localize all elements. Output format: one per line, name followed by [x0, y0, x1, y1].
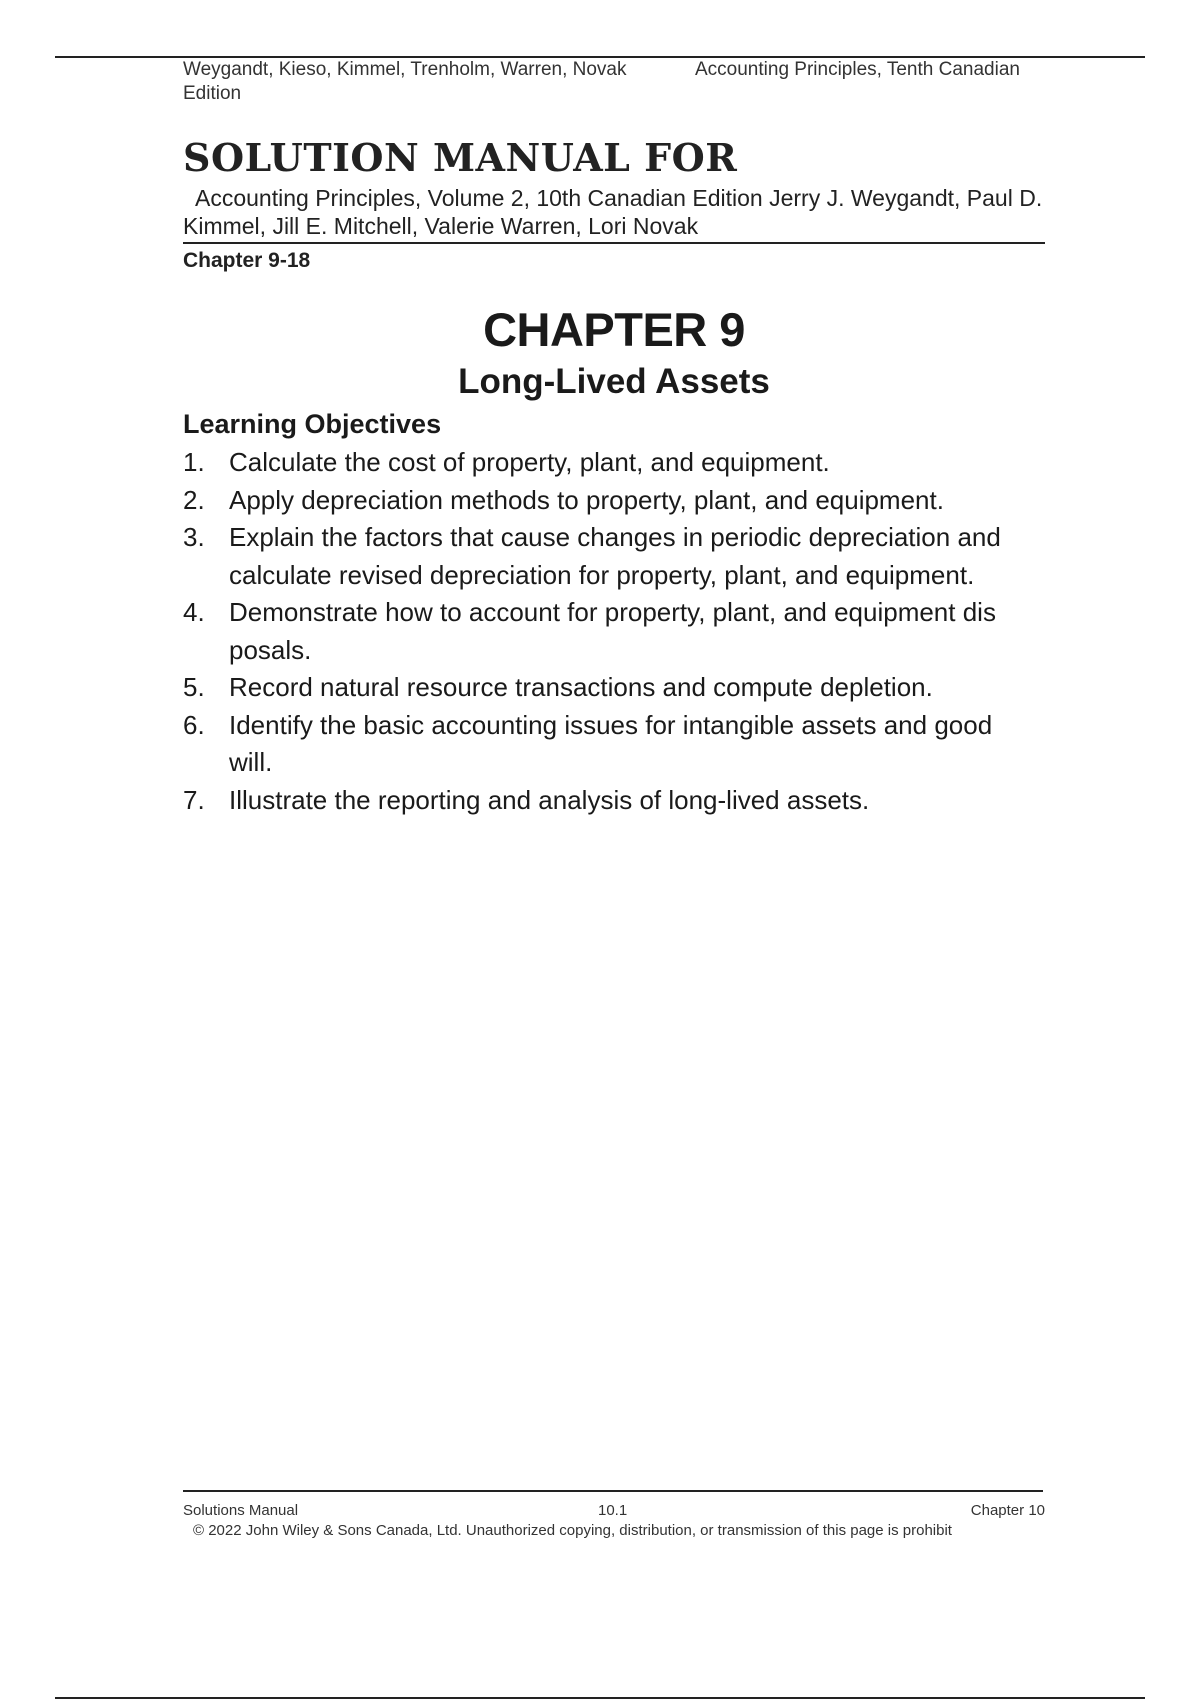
footer-rule — [183, 1490, 1043, 1492]
list-item-text: Identify the basic accounting issues for intangible assets and goodwill. — [229, 709, 993, 777]
manual-title: SOLUTION MANUAL FOR — [183, 135, 738, 180]
page-number: 10.1 — [598, 1502, 628, 1519]
list-item-number: 3. — [183, 522, 205, 552]
running-head — [183, 58, 1053, 106]
list-item-text: Explain the factors that cause changes in periodic depreciation and calculate revised depreciation for property, plant, and equipment. — [229, 522, 1001, 590]
list-item — [183, 707, 1003, 782]
learning-objectives — [183, 406, 1003, 819]
footer-left-label: Solutions Manual — [183, 1502, 299, 1519]
list-item — [183, 594, 1003, 669]
list-item-text: Record natural resource transactions and compute depletion. — [229, 672, 933, 702]
running-head-edition: Edition — [183, 83, 242, 104]
list-item-text: Illustrate the reporting and analysis of long-lived assets. — [229, 784, 870, 815]
learning-objectives-list — [183, 444, 1003, 819]
chapter-title: Long-Lived Assets — [458, 362, 770, 401]
list-item-text: Demonstrate how to account for property, plant, and equipment disposals. — [229, 597, 996, 665]
list-item — [183, 669, 1003, 707]
list-item — [183, 519, 1003, 594]
bottom-rule — [55, 1697, 1145, 1699]
copyright-notice: © 2022 John Wiley & Sons Canada, Ltd. Unauthorized copying, distribution, or transmission of this page is prohibit — [193, 1522, 952, 1539]
list-item — [183, 482, 1003, 520]
chapter-heading — [183, 302, 1045, 404]
list-item-number: 7. — [183, 784, 205, 815]
list-item-number: 2. — [183, 484, 205, 515]
list-item-number: 1. — [183, 447, 205, 477]
title-block — [183, 136, 1045, 276]
list-item-number: 4. — [183, 597, 205, 627]
chapter-range: Chapter 9-18 — [183, 249, 311, 272]
list-item-text: Calculate the cost of property, plant, and equipment. — [229, 447, 830, 477]
book-info: Accounting Principles, Volume 2, 10th Canadian Edition Jerry J. Weygandt, Paul D. Kimmel, Jill E. Mitchell, Valerie Warren, Lori Novak — [183, 184, 1045, 244]
list-item-number: 6. — [183, 709, 205, 740]
learning-objectives-heading: Learning Objectives — [183, 409, 442, 439]
footer-chapter-label: Chapter 10 — [970, 1502, 1045, 1519]
list-item — [183, 782, 1003, 820]
running-head-authors: Weygandt, Kieso, Kimmel, Trenholm, Warren, Novak — [183, 59, 627, 80]
list-item — [183, 444, 1003, 482]
running-head-book-title: Accounting Principles, Tenth Canadian — [695, 59, 1020, 80]
list-item-number: 5. — [183, 672, 205, 702]
chapter-number: CHAPTER 9 — [483, 303, 745, 356]
list-item-text: Apply depreciation methods to property, plant, and equipment. — [229, 484, 944, 515]
